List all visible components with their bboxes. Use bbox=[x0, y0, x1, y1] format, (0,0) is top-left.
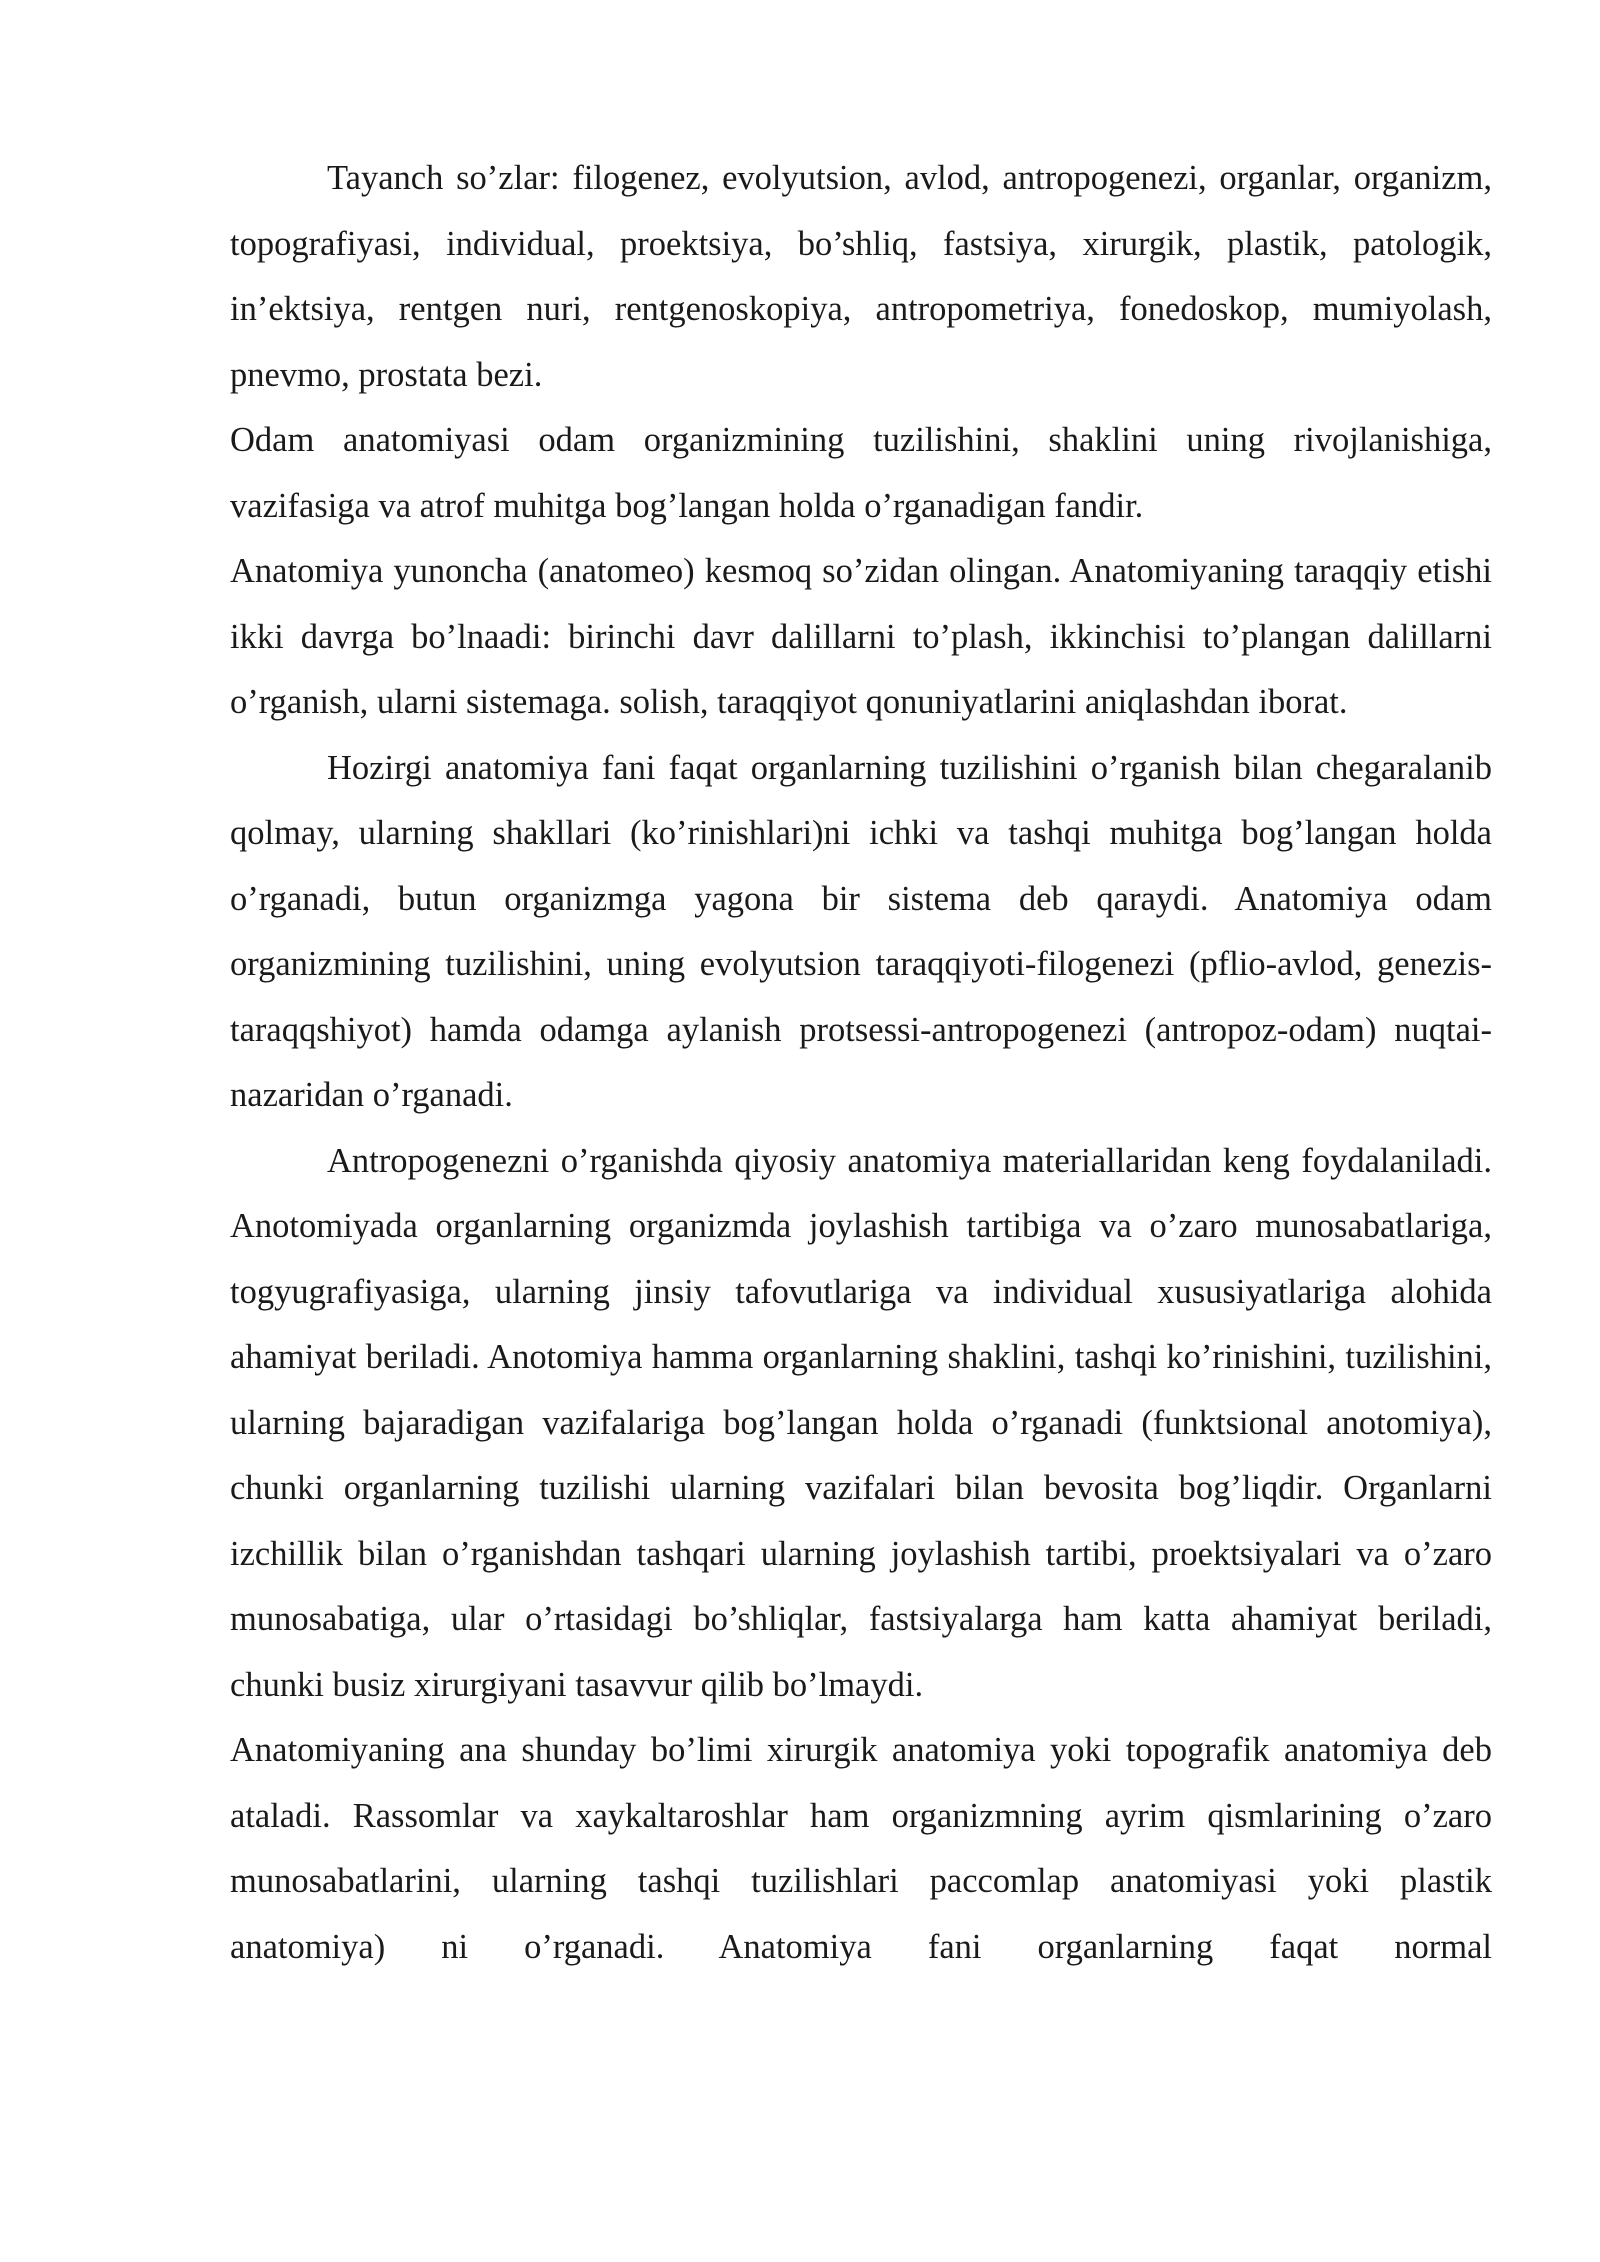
document-page bbox=[230, 146, 1492, 1980]
definition-paragraph: Odam anatomiyasi odam organizmining tuzilishini, shaklini uning rivojlanishiga, vazifasiga va atrof muhitga bog’langan holda o’rganadigan fandir. bbox=[230, 421, 1492, 525]
keywords-paragraph: Tayanch so’zlar: filogenez, evolyutsion, avlod, antropogenezi, organlar, organizm, topografiyasi, individual, proektsiya, bo’shliq, fastsiya, xirurgik, plastik, patologik, in’ektsiya, rentgen nuri, rentgenoskopiya, antropometriya, fonedoskop, mumiyolash, pnevmo, prostata bezi. bbox=[230, 159, 1492, 394]
etymology-paragraph: Anatomiya yunoncha (anatomeo) kesmoq so’zidan olingan. Anatomiyaning taraqqiy etishi ikki davrga bo’lnaadi: birinchi davr dalillarni to’plash, ikkinchisi to’plangan dalillarni o’rganish, ularni sistemaga. solish, taraqqiyot qonuniyatlarini aniqlashdan iborat. bbox=[230, 552, 1492, 721]
modern-anatomy-paragraph: Hozirgi anatomiya fani faqat organlarning tuzilishini o’rganish bilan chegaralanib qolmay, ularning shakllari (ko’rinishlari)ni ichki va tashqi muhitga bog’langan holda o’rganadi, butun organizmga yagona bir sistema deb qaraydi. Anatomiya odam organizmining tuzilishini, uning evolyutsion taraqqiyoti-filogenezi (pflio-avlod, genezis-taraqqshiyot) hamda odamga aylanish protsessi-antropogenezi (antropoz-odam) nuqtai-nazaridan o’rganadi. bbox=[230, 748, 1492, 1114]
anthropogenesis-paragraph: Antropogenezni o’rganishda qiyosiy anatomiya materiallaridan keng foydalaniladi. Anotomiyada organlarning organizmda joylashish tartibiga va o’zaro munosabatlariga, togyugrafiyasiga, ularning jinsiy tafovutlariga va individual xususiyatlariga alohida ahamiyat beriladi. Anotomiya hamma organlarning shaklini, tashqi ko’rinishini, tuzilishini, ularning bajaradigan vazifalariga bog’langan holda o’rganadi (funktsional anotomiya), chunki organlarning tuzilishi ularning vazifalari bilan bevosita bog’liqdir. Organlarni izchillik bilan o’rganishdan tashqari ularning joylashish tartibi, proektsiyalari va o’zaro munosabatiga, ular o’rtasidagi bo’shliqlar, fastsiyalarga ham katta ahamiyat beriladi, chunki busiz xirurgiyani tasavvur qilib bo’lmaydi. bbox=[230, 1141, 1492, 1704]
surgical-anatomy-paragraph: Anatomiyaning ana shunday bo’limi xirurgik anatomiya yoki topografik anatomiya deb ataladi. Rassomlar va xaykaltaroshlar ham organizmning ayrim qismlarining o’zaro munosabatlarini, ularning tashqi tuzilishlari paccomlap anatomiyasi yoki plastik anatomiya) ni o’rganadi. Anatomiya fani organlarning faqat normal bbox=[230, 1731, 1492, 1966]
